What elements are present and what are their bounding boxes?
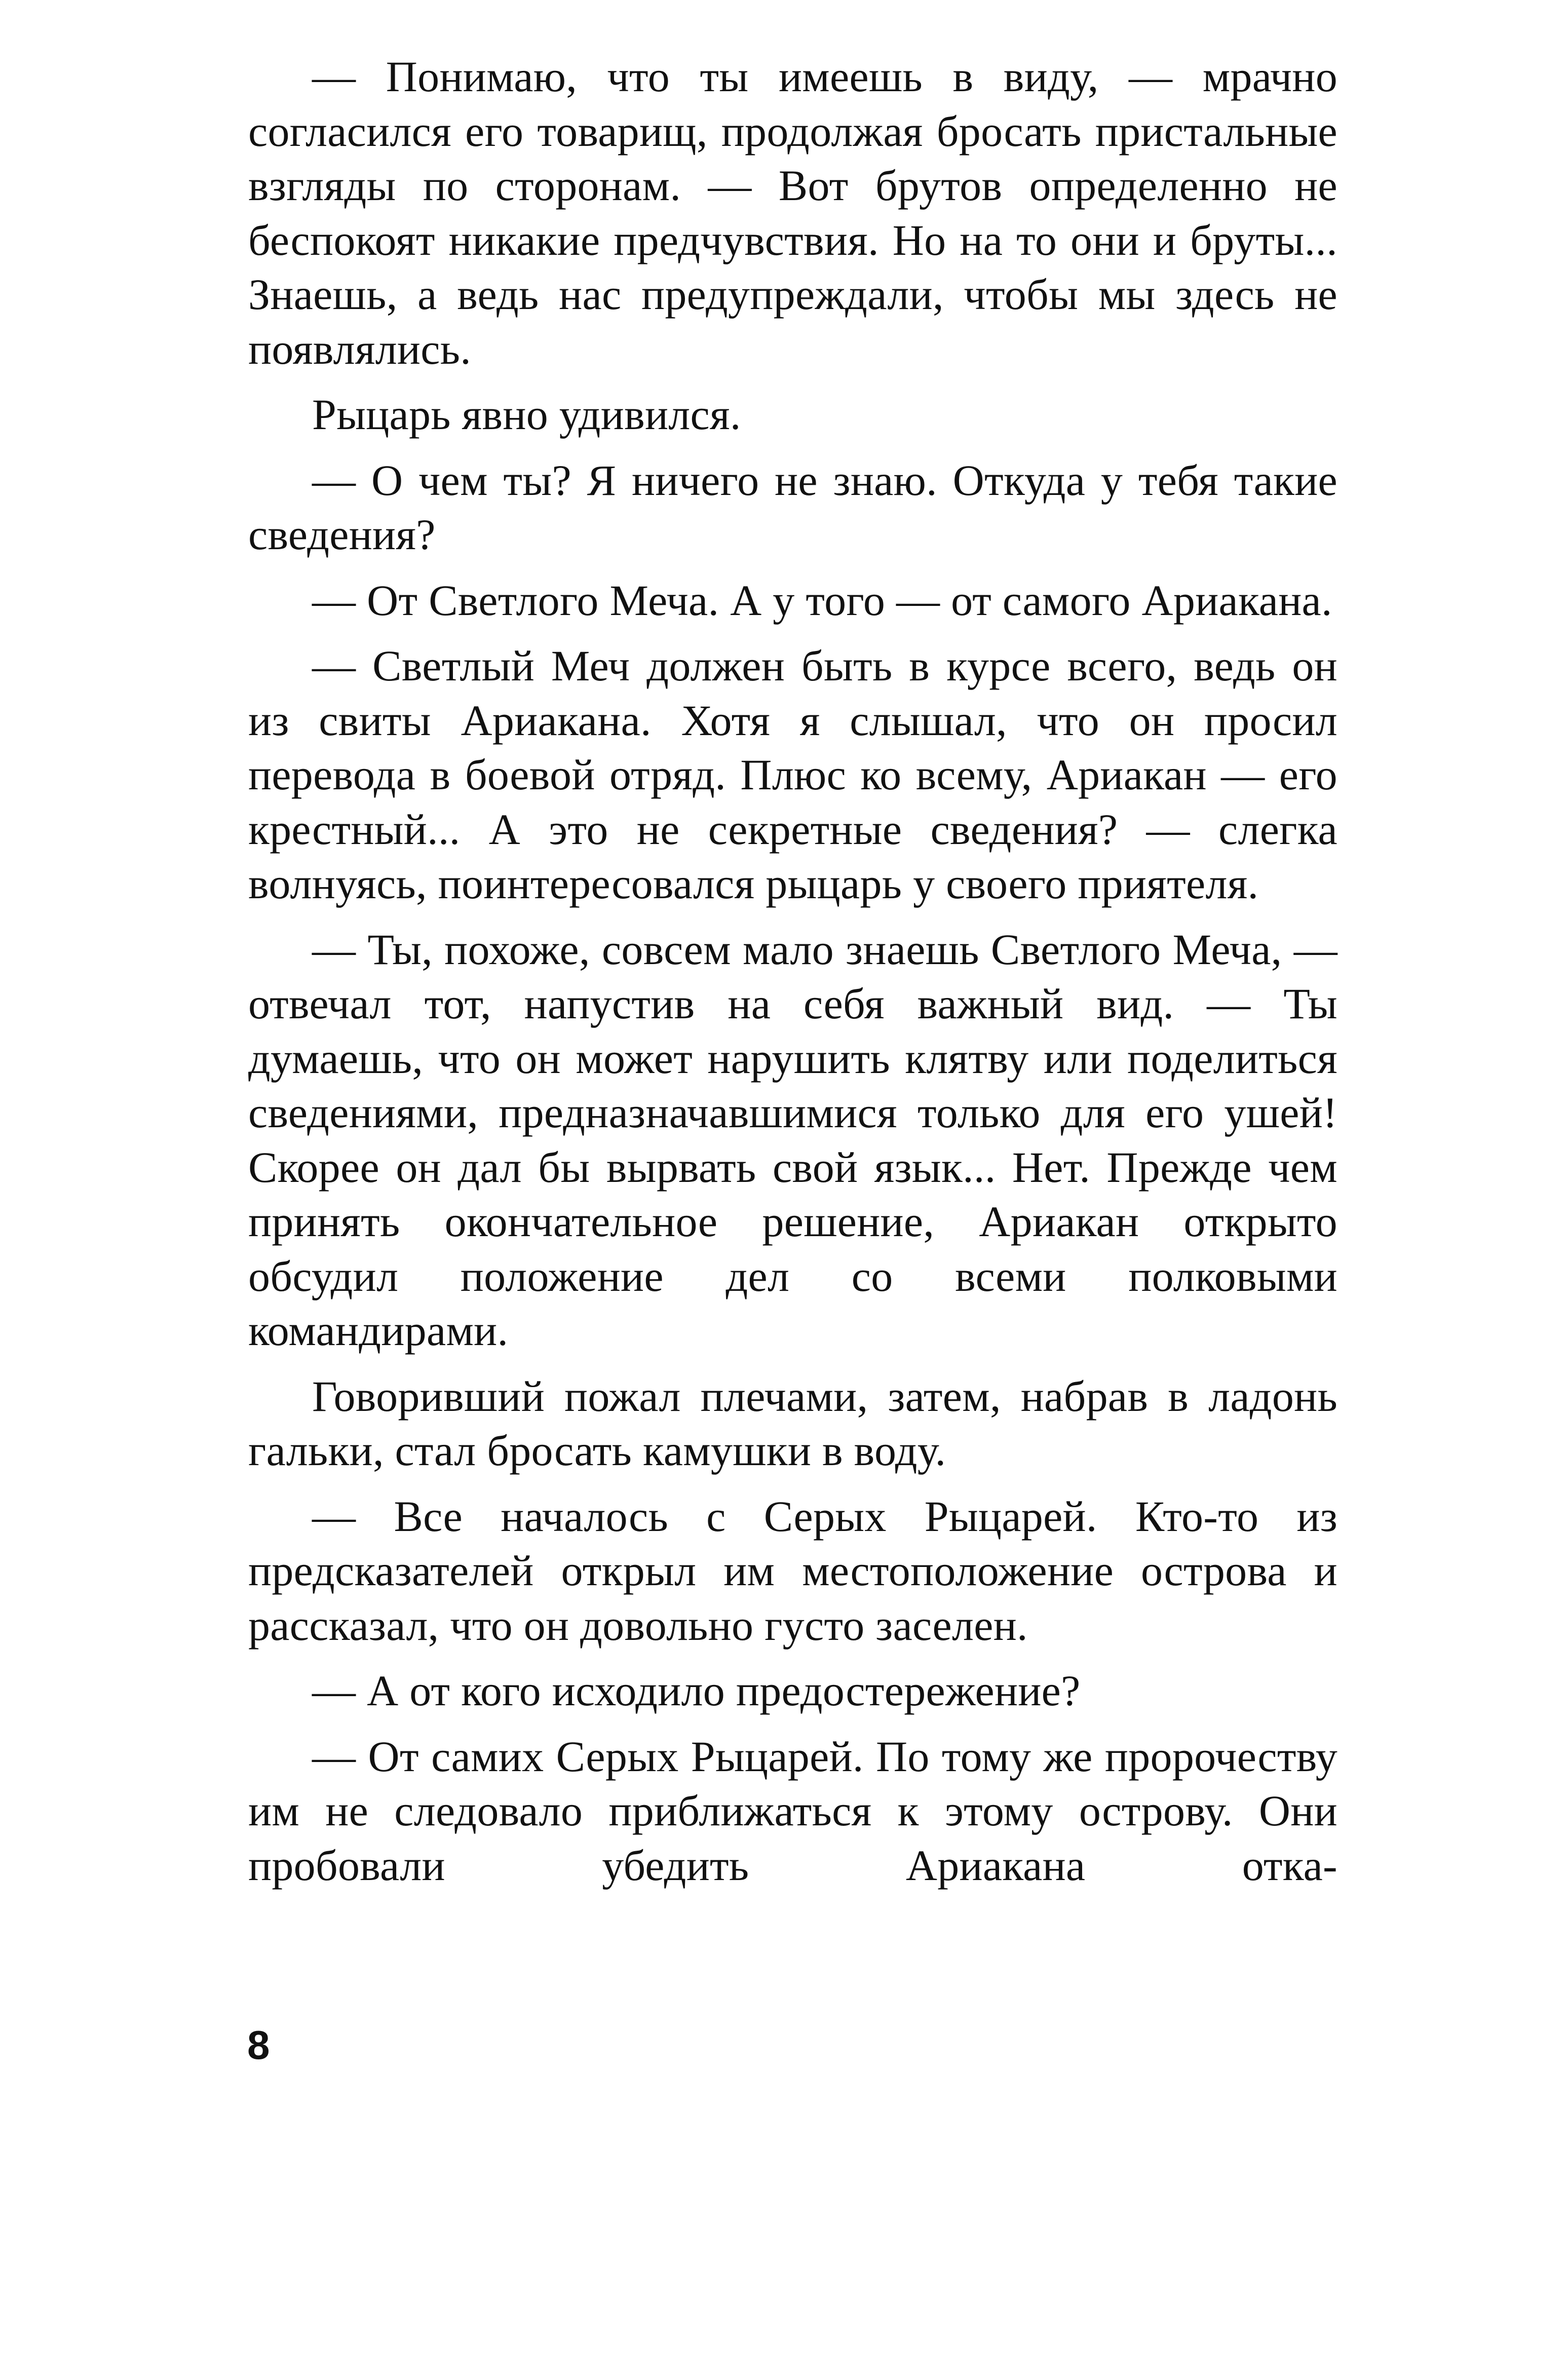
paragraph-4: — От Светлого Меча. А у того — от самого Ариакана. xyxy=(312,576,1332,625)
paragraph-1: — Понимаю, что ты имеешь в виду, — мрачно согласился его товарищ, продолжая бросать пристальные взгляды по сторонам. — Вот брутов определенно не беспокоят никакие предчувствия. Но на то они и бруты... Знаешь, а ведь нас предупреждали, чтобы мы здесь не появлялись. xyxy=(248,52,1337,373)
paragraph-7: Говоривший пожал плечами, затем, набрав в ладонь гальки, стал бросать камушки в воду. xyxy=(248,1371,1337,1475)
paragraph-6: — Ты, похоже, совсем мало знаешь Светлого Меча, — отвечал тот, напустив на себя важный вид. — Ты думаешь, что он может нарушить клятву или поделиться сведениями, предназначавшимися только для его ушей! Скорее он дал бы вырвать свой язык... Нет. Прежде чем принять окончательное решение, Ариакан открыто обсудил положение дел со всеми полковыми командирами. xyxy=(248,925,1337,1355)
paragraph-9: — А от кого исходило предостережение? xyxy=(312,1666,1081,1715)
page-number: 8 xyxy=(247,2022,270,2068)
paragraph-10: — От самих Серых Рыцарей. По тому же пророчеству им не следовало приближаться к этому острову. Они пробовали убедить Ариакана отка- xyxy=(248,1732,1337,1890)
paragraph-2: Рыцарь явно удивился. xyxy=(312,390,741,439)
body-text xyxy=(248,50,1337,1893)
paragraph-8: — Все началось с Серых Рыцарей. Кто-то из предсказателей открыл им местоположение острова и рассказал, что он довольно густо заселен. xyxy=(248,1491,1337,1650)
paragraph-5: — Светлый Меч должен быть в курсе всего, ведь он из свиты Ариакана. Хотя я слышал, что он просил перевода в боевой отряд. Плюс ко всему, Ариакан — его крестный... А это не секретные сведения? — слегка волнуясь, поинтересовался рыцарь у своего приятеля. xyxy=(248,641,1337,908)
paragraph-3: — О чем ты? Я ничего не знаю. Откуда у тебя такие сведения? xyxy=(248,455,1337,559)
